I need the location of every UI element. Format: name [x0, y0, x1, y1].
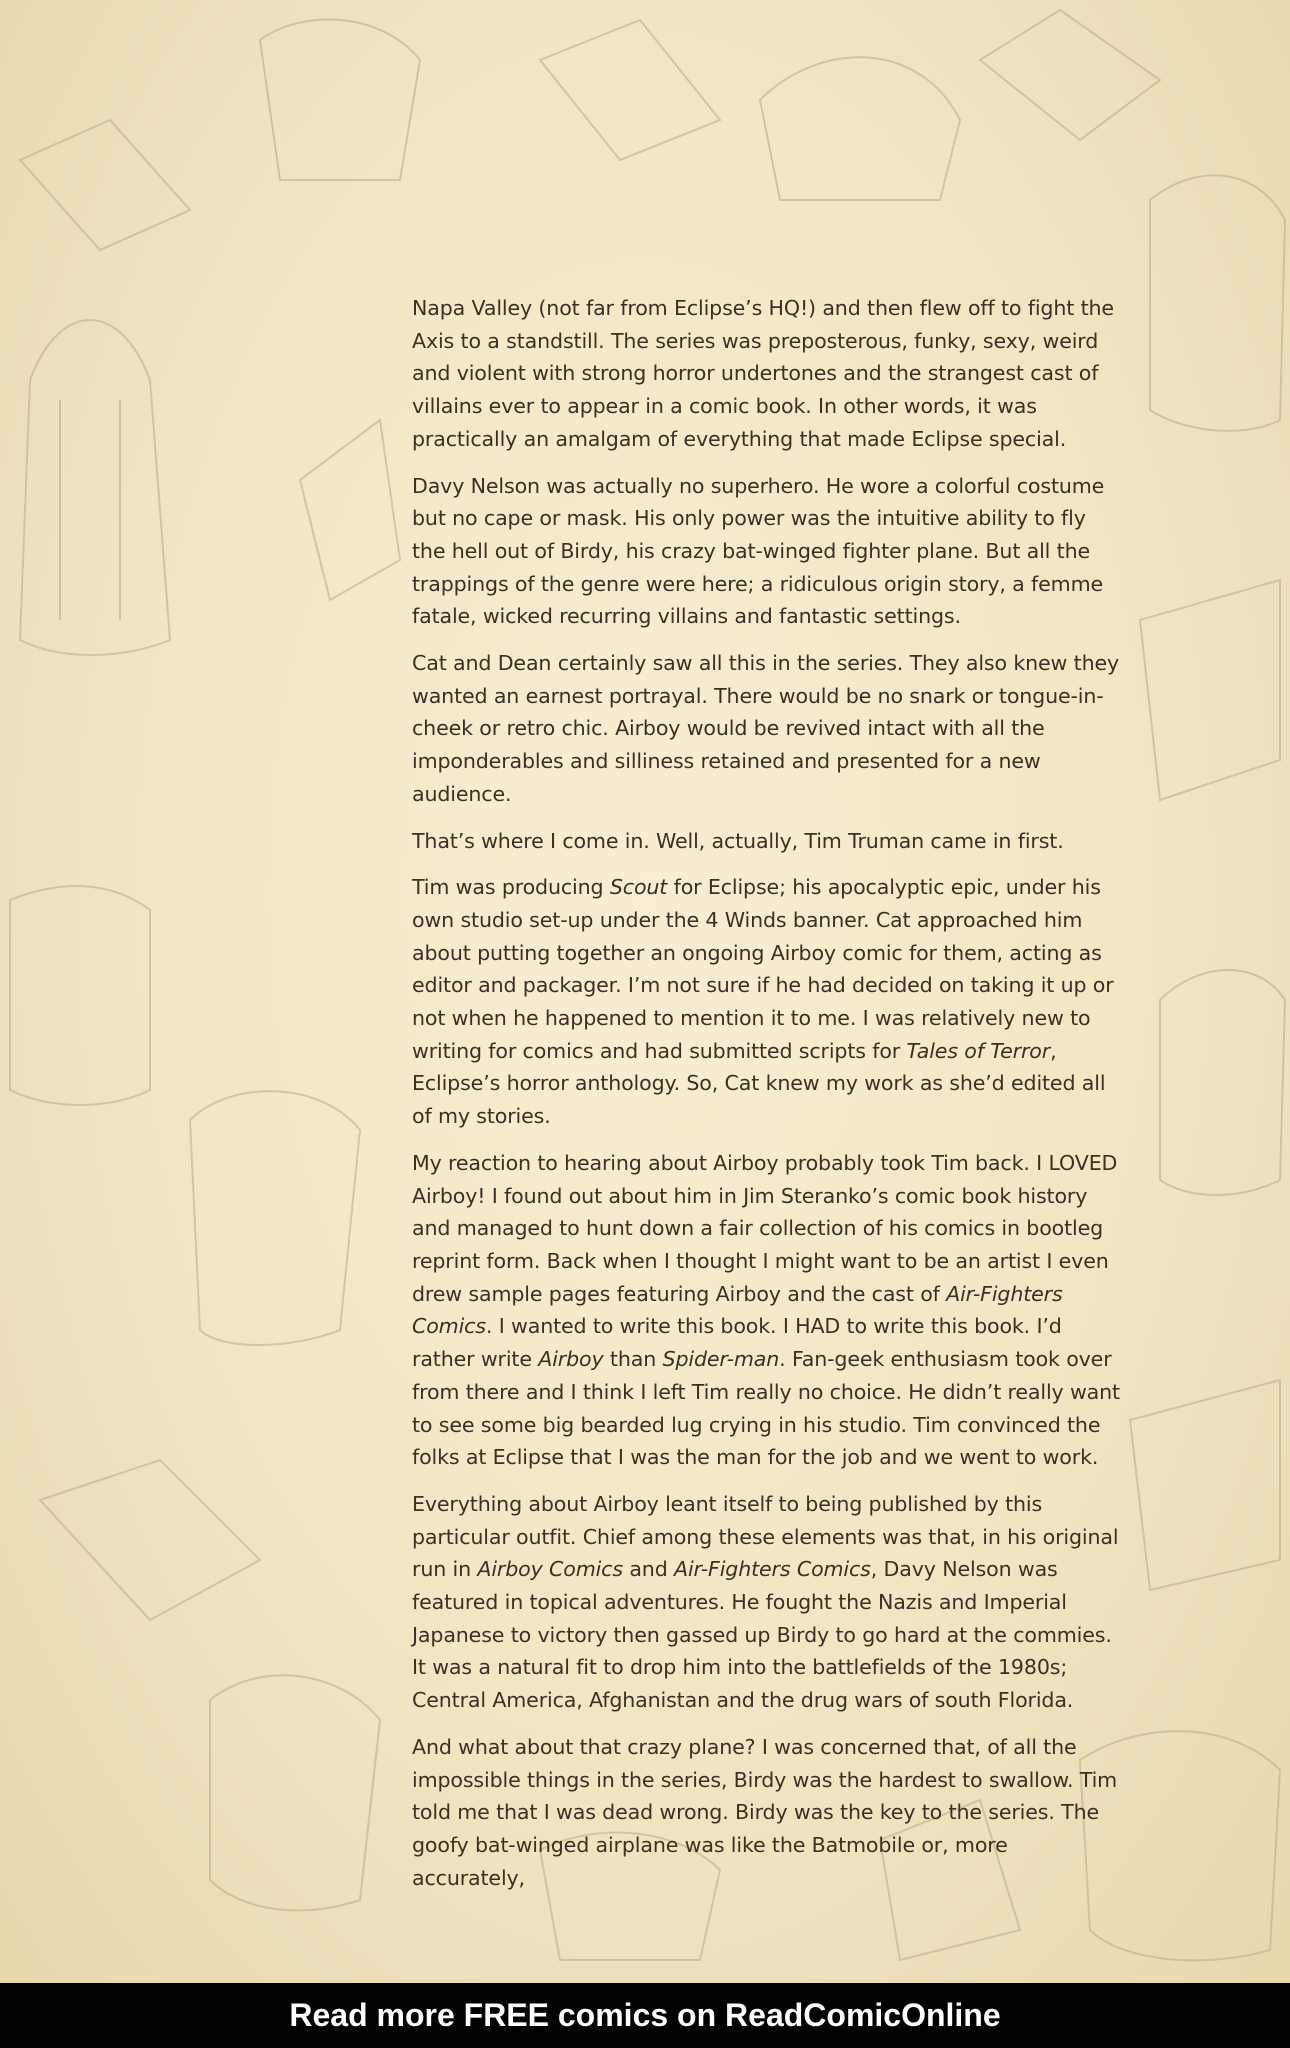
italic-title-text: Air-Fighters Comics: [674, 1557, 871, 1582]
italic-title-text: Airboy Comics: [477, 1557, 623, 1582]
promo-banner[interactable]: [0, 1983, 1290, 2048]
article-paragraph: [412, 1731, 1124, 1895]
article-paragraph: [412, 647, 1124, 811]
italic-title-text: Scout: [609, 875, 668, 900]
paragraph-text: . Fan-geek enthusiasm took over from there and I think I left Tim really no choice. He didn’t really want to see some big bearded lug crying in his studio. Tim convinced the folks at Eclipse that I was the man for the job and we went to work.: [412, 1347, 1120, 1470]
italic-title-text: Tales of Terror: [906, 1038, 1051, 1063]
italic-title-text: Airboy: [538, 1347, 604, 1372]
paragraph-text: Davy Nelson was actually no superhero. He wore a colorful costume but no cape or mask. His only power was the intuitive ability to fly the hell out of Birdy, his crazy bat-winged fighter plane. But all the trappings of the genre were here; a ridiculous origin story, a femme fatale, wicked recurring villains and fantastic settings.: [412, 473, 1105, 629]
italic-title-text: Spider-man: [662, 1347, 780, 1372]
article-paragraph: [412, 871, 1124, 1133]
article-paragraph: [412, 470, 1124, 634]
paragraph-text: Napa Valley (not far from Eclipse’s HQ!) and then flew off to fight the Axis to a standstill. The series was preposterous, funky, sexy, weird and violent with strong horror undertones and the strangest cast of villains ever to appear in a comic book. In other words, it was practically an amalgam of everything that made Eclipse special.: [412, 296, 1114, 451]
promo-banner-text[interactable]: Read more FREE comics on ReadComicOnline: [289, 1997, 1001, 2033]
article-paragraph: [412, 1147, 1124, 1474]
paragraph-text: for Eclipse; his apocalyptic epic, under his own studio set-up under the 4 Winds banner. Cat approached him about putting together an ongoing Airboy comic for them, acting as editor and packager. I’m not sure if he had decided on taking it up or not when he happened to mention it to me. I was relatively new to writing for comics and had submitted scripts for: [412, 875, 1114, 1063]
paragraph-text: than: [603, 1347, 663, 1372]
article-body: [412, 292, 1124, 1908]
article-paragraph: [412, 825, 1124, 858]
paragraph-text: Tim was producing: [412, 875, 610, 900]
article-paragraph: [412, 1488, 1124, 1717]
paragraph-text: That’s where I come in. Well, actually, Tim Truman came in first.: [412, 828, 1064, 853]
paragraph-text: My reaction to hearing about Airboy probably took Tim back. I LOVED Airboy! I found out about him in Jim Steranko’s comic book history and managed to hunt down a fair collection of his comics in bootleg reprint form. Back when I thought I might want to be an artist I even drew sample pages featuring Airboy and the cast of: [412, 1150, 1118, 1306]
paragraph-text: And what about that crazy plane? I was concerned that, of all the impossible things in the series, Birdy was the hardest to swallow. Tim told me that I was dead wrong. Birdy was the key to the series. The goofy bat-winged airplane was like the Batmobile or, more accurately,: [412, 1734, 1118, 1890]
paragraph-text: , Eclipse’s horror anthology. So, Cat knew my work as she’d edited all of my stories.: [412, 1038, 1106, 1129]
paragraph-text: , Davy Nelson was featured in topical adventures. He fought the Nazis and Imperial Japanese to victory then gassed up Birdy to go hard at the commies. It was a natural fit to drop him into the battlefields of the 1980s; Central America, Afghanistan and the drug wars of south Florida.: [412, 1557, 1112, 1713]
paragraph-text: and: [622, 1557, 675, 1582]
paragraph-text: . I wanted to write this book. I HAD to write this book. I’d rather write: [412, 1314, 1062, 1372]
paragraph-text: Cat and Dean certainly saw all this in the series. They also knew they wanted an earnest portrayal. There would be no snark or tongue-in-cheek or retro chic. Airboy would be revived intact with all the imponderables and silliness retained and presented for a new audience.: [412, 651, 1120, 806]
paragraph-text: Everything about Airboy leant itself to being published by this particular outfit. Chief among these elements was that, in his original run in: [412, 1491, 1119, 1582]
italic-title-text: Air-Fighters Comics: [412, 1281, 1063, 1339]
article-paragraph: [412, 292, 1124, 456]
